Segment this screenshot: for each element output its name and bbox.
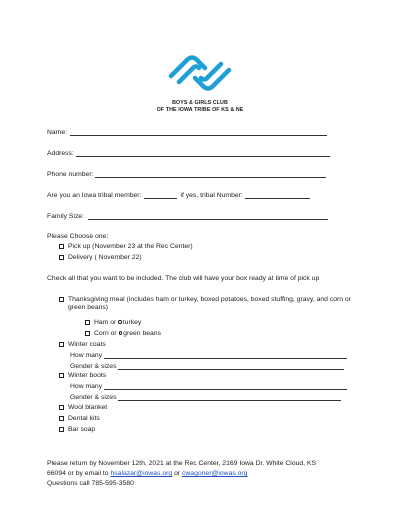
phone-field[interactable] bbox=[95, 170, 326, 178]
thanksgiving-checkbox[interactable] bbox=[59, 297, 64, 302]
boots-how-many-row bbox=[70, 382, 347, 390]
winter-coats-checkbox[interactable] bbox=[59, 342, 64, 347]
dental-kits-option bbox=[59, 415, 100, 423]
coats-gender-field[interactable] bbox=[118, 362, 344, 370]
email-line bbox=[47, 470, 247, 478]
phone-label: Phone number: bbox=[47, 171, 94, 178]
family-size-row bbox=[47, 212, 328, 220]
thanksgiving-option bbox=[59, 296, 68, 304]
name-row bbox=[47, 128, 327, 136]
bar-soap-label: Bar soap bbox=[68, 426, 96, 433]
winter-coats-label: Winter coats bbox=[68, 341, 106, 348]
dental-kits-label: Dental kits bbox=[68, 415, 100, 422]
questions-line: Questions call 785-595-3580 bbox=[47, 480, 134, 487]
org-name-line1: BOYS & GIRLS CLUB bbox=[172, 100, 228, 106]
green-beans-radio[interactable] bbox=[119, 331, 123, 335]
email-or: or bbox=[174, 470, 181, 477]
return-instructions: Please return by November 12th, 2021 at the Rec Center, 2169 Iowa Dr. White Cloud, KS bbox=[47, 460, 317, 467]
wool-blanket-checkbox[interactable] bbox=[59, 405, 64, 410]
name-field[interactable] bbox=[70, 128, 327, 136]
email-prefix: 66094 or by email to bbox=[47, 470, 109, 477]
ham-turkey-row bbox=[85, 319, 141, 327]
winter-coats-option bbox=[59, 341, 106, 349]
boots-gender-field[interactable] bbox=[118, 393, 341, 401]
pickup-checkbox[interactable] bbox=[59, 244, 64, 249]
corn-beans-row bbox=[85, 330, 161, 338]
coats-how-many-label: How many bbox=[70, 352, 103, 359]
address-row bbox=[47, 149, 330, 157]
tribal-member-field[interactable] bbox=[144, 191, 177, 199]
phone-row bbox=[47, 170, 326, 178]
family-size-field[interactable] bbox=[88, 212, 328, 220]
choose-heading: Please Choose one: bbox=[47, 233, 109, 240]
corn-beans-checkbox[interactable] bbox=[85, 331, 90, 336]
address-field[interactable] bbox=[76, 149, 330, 157]
email-link-1[interactable]: hsalazar@iowas.org bbox=[110, 470, 173, 477]
bar-soap-checkbox[interactable] bbox=[59, 427, 64, 432]
coats-how-many-field[interactable] bbox=[104, 351, 347, 359]
org-name-line2: OF THE IOWA TRIBE OF KS & NE bbox=[156, 107, 244, 113]
family-size-label: Family Size: bbox=[47, 213, 85, 220]
boys-girls-club-logo bbox=[165, 50, 235, 96]
tribal-row bbox=[47, 191, 310, 199]
delivery-option bbox=[59, 254, 142, 262]
name-label: Name: bbox=[47, 129, 68, 136]
coats-how-many-row bbox=[70, 351, 347, 359]
tribal-member-label: Are you an Iowa tribal member: bbox=[47, 192, 142, 199]
delivery-checkbox[interactable] bbox=[59, 255, 64, 260]
boots-how-many-label: How many bbox=[70, 383, 103, 390]
wool-blanket-option bbox=[59, 404, 107, 412]
tribal-number-label: if yes, tribal Number: bbox=[180, 192, 243, 199]
thanksgiving-label: Thanksgiving meal (includes ham or turkey, boxed potatoes, boxed stuffing, gravy, and corn or green beans) bbox=[68, 296, 351, 311]
boots-how-many-field[interactable] bbox=[104, 382, 347, 390]
turkey-radio[interactable] bbox=[118, 320, 122, 324]
address-label: Address: bbox=[47, 150, 74, 157]
items-intro: Check all that you want to be included. The club will have your box ready at time of pick up bbox=[47, 275, 320, 282]
email-link-2[interactable]: cwagoner@iowas.org bbox=[182, 470, 248, 477]
corn-label: Corn or bbox=[94, 330, 117, 337]
coats-gender-label: Gender & sizes bbox=[70, 363, 117, 370]
ham-label: Ham or bbox=[94, 319, 117, 326]
delivery-label: Delivery ( November 22) bbox=[68, 254, 142, 261]
wool-blanket-label: Wool blanket bbox=[68, 404, 108, 411]
tribal-number-field[interactable] bbox=[245, 191, 310, 199]
bar-soap-option bbox=[59, 426, 95, 434]
boots-gender-row bbox=[70, 393, 341, 401]
boots-gender-label: Gender & sizes bbox=[70, 394, 117, 401]
dental-kits-checkbox[interactable] bbox=[59, 416, 64, 421]
winter-boots-checkbox[interactable] bbox=[59, 373, 64, 378]
ham-turkey-checkbox[interactable] bbox=[85, 320, 90, 325]
pickup-option bbox=[59, 243, 193, 251]
green-beans-label: green beans bbox=[123, 330, 161, 337]
winter-boots-option bbox=[59, 372, 106, 380]
coats-gender-row bbox=[70, 362, 344, 370]
pickup-label: Pick up (November 23 at the Rec Center) bbox=[68, 243, 193, 250]
turkey-label: turkey bbox=[122, 319, 142, 326]
winter-boots-label: Winter boots bbox=[68, 372, 107, 379]
